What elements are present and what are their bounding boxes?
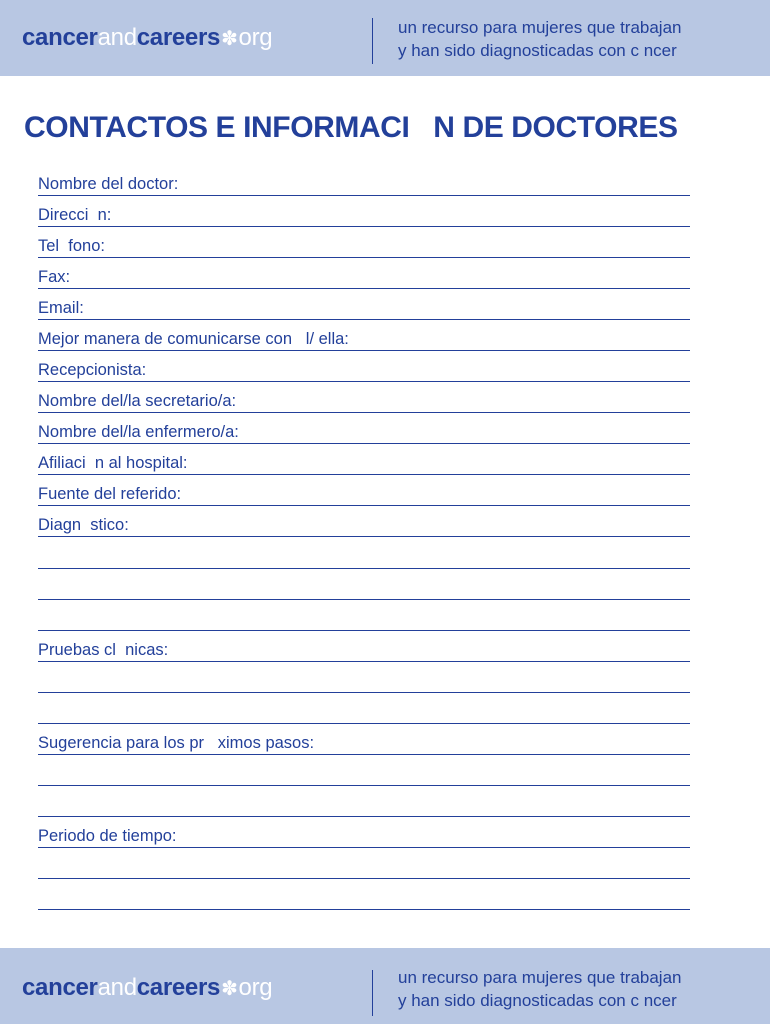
field-recepcionista[interactable] <box>38 358 690 382</box>
field-line <box>38 381 690 382</box>
logo-text-careers: careers <box>136 24 221 51</box>
blank-line[interactable] <box>38 599 690 600</box>
field-line <box>38 412 690 413</box>
field-fax[interactable] <box>38 265 690 289</box>
field-line <box>38 226 690 227</box>
field-line <box>38 319 690 320</box>
field-sugerencia[interactable] <box>38 731 690 755</box>
field-label: Nombre del doctor: <box>38 174 184 194</box>
field-line <box>38 195 690 196</box>
field-pruebas-clinicas[interactable] <box>38 638 690 662</box>
blank-line[interactable] <box>38 785 690 786</box>
field-telefono[interactable] <box>38 234 690 258</box>
field-email[interactable] <box>38 296 690 320</box>
field-label: Nombre del/la secretario/a: <box>38 391 242 411</box>
flower-icon: ✽ <box>221 978 238 1000</box>
field-label: Diagn stico: <box>38 515 135 535</box>
field-line <box>38 443 690 444</box>
field-enfermero[interactable] <box>38 420 690 444</box>
flower-icon: ✽ <box>221 28 238 50</box>
logo-text-cancer: cancer <box>22 974 98 1001</box>
field-label: Periodo de tiempo: <box>38 826 183 846</box>
tagline-line-2: y han sido diagnosticadas con c ncer <box>398 41 677 60</box>
field-nombre-doctor[interactable] <box>38 172 690 196</box>
field-label: Fuente del referido: <box>38 484 187 504</box>
field-label: Tel fono: <box>38 236 111 256</box>
page-title: CONTACTOS E INFORMACI N DE DOCTORES <box>24 111 678 144</box>
logo-text-and: and <box>97 974 137 1001</box>
blank-line[interactable] <box>38 909 690 910</box>
cancerandcareers-logo <box>22 974 272 1003</box>
field-line <box>38 474 690 475</box>
field-line <box>38 350 690 351</box>
blank-line[interactable] <box>38 630 690 631</box>
field-label: Fax: <box>38 267 76 287</box>
logo-text-cancer: cancer <box>22 24 98 51</box>
tagline-line-2: y han sido diagnosticadas con c ncer <box>398 991 677 1010</box>
footer-banner <box>0 948 770 1024</box>
field-line <box>38 536 690 537</box>
cancerandcareers-logo <box>22 24 272 53</box>
field-fuente-referido[interactable] <box>38 482 690 506</box>
field-line <box>38 847 690 848</box>
field-periodo-tiempo[interactable] <box>38 824 690 848</box>
field-label: Nombre del/la enfermero/a: <box>38 422 245 442</box>
footer-tagline <box>398 966 682 1012</box>
field-label: Sugerencia para los pr ximos pasos: <box>38 733 320 753</box>
logo-text-careers: careers <box>136 974 221 1001</box>
field-label: Pruebas cl nicas: <box>38 640 174 660</box>
field-label: Afiliaci n al hospital: <box>38 453 194 473</box>
field-label: Direcci n: <box>38 205 117 225</box>
tagline-line-1: un recurso para mujeres que trabajan <box>398 18 682 37</box>
blank-line[interactable] <box>38 723 690 724</box>
tagline-line-1: un recurso para mujeres que trabajan <box>398 968 682 987</box>
blank-line[interactable] <box>38 878 690 879</box>
field-direccion[interactable] <box>38 203 690 227</box>
field-diagnostico[interactable] <box>38 513 690 537</box>
logo-text-org: org <box>238 974 273 1001</box>
footer-divider <box>372 970 373 1016</box>
header-tagline <box>398 16 682 62</box>
field-afiliacion[interactable] <box>38 451 690 475</box>
blank-line[interactable] <box>38 692 690 693</box>
field-line <box>38 505 690 506</box>
blank-line[interactable] <box>38 816 690 817</box>
blank-line[interactable] <box>38 568 690 569</box>
logo-text-and: and <box>97 24 137 51</box>
field-label: Recepcionista: <box>38 360 152 380</box>
logo-text-org: org <box>238 24 273 51</box>
field-line <box>38 288 690 289</box>
field-label: Email: <box>38 298 90 318</box>
field-line <box>38 754 690 755</box>
field-label: Mejor manera de comunicarse con l/ ella: <box>38 329 355 349</box>
field-line <box>38 257 690 258</box>
header-banner <box>0 0 770 76</box>
field-secretario[interactable] <box>38 389 690 413</box>
field-mejor-manera[interactable] <box>38 327 690 351</box>
header-divider <box>372 18 373 64</box>
field-line <box>38 661 690 662</box>
